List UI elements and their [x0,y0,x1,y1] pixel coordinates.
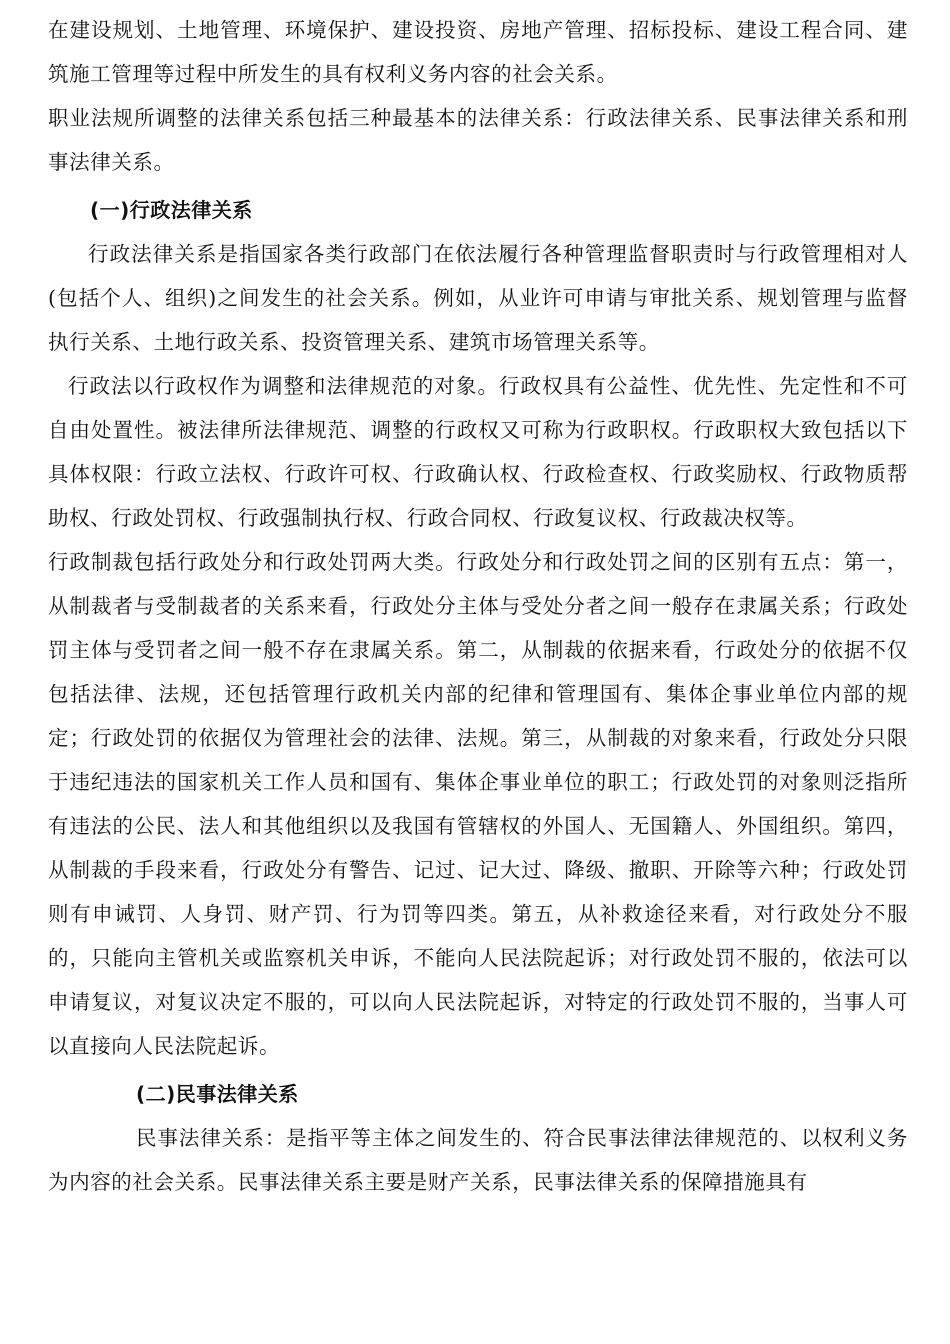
document-page [48,8,908,1204]
section-heading-administrative: (一)行政法律关系 [90,198,253,222]
section-heading-civil: (二)民事法律关系 [136,1082,299,1106]
body-paragraph: 在建设规划、土地管理、环境保护、建设投资、房地产管理、招标投标、建设工程合同、建筑施工管理等过程中所发生的具有权利义务内容的社会关系。 [48,18,908,86]
body-paragraph: 行政制裁包括行政处分和行政处罚两大类。行政处分和行政处罚之间的区别有五点：第一，从制裁者与受制裁者的关系来看，行政处分主体与受处分者之间一般存在隶属关系；行政处罚主体与受罚者之间一般不存在隶属关系。第二，从制裁的依据来看，行政处分的依据不仅包括法律、法规，还包括管理行政机关内部的纪律和管理国有、集体企事业单位内部的规定；行政处罚的依据仅为管理社会的法律、法规。第三，从制裁的对象来看，行政处分只限于违纪违法的国家机关工作人员和国有、集体企事业单位的职工；行政处罚的对象则泛指所有违法的公民、法人和其他组织以及我国有管辖权的外国人、无国籍人、外国组织。第四，从制裁的手段来看，行政处分有警告、记过、记大过、降级、撤职、开除等六种；行政处罚则有申诫罚、人身罚、财产罚、行为罚等四类。第五，从补救途径来看，对行政处分不服的，只能向主管机关或监察机关申诉，不能向人民法院起诉；对行政处罚不服的，依法可以申请复议，对复议决定不服的，可以向人民法院起诉，对特定的行政处罚不服的，当事人可以直接向人民法院起诉。 [48,550,908,1058]
body-paragraph: 职业法规所调整的法律关系包括三种最基本的法律关系：行政法律关系、民事法律关系和刑事法律关系。 [48,106,908,174]
body-paragraph: 行政法律关系是指国家各类行政部门在依法履行各种管理监督职责时与行政管理相对人(包括个人、组织)之间发生的社会关系。例如，从业许可申请与审批关系、规划管理与监督执行关系、土地行政关系、投资管理关系、建筑市场管理关系等。 [48,242,908,354]
body-paragraph: 民事法律关系：是指平等主体之间发生的、符合民事法律法律规范的、以权利义务为内容的社会关系。民事法律关系主要是财产关系，民事法律关系的保障措施具有 [48,1126,908,1194]
body-paragraph: 行政法以行政权作为调整和法律规范的对象。行政权具有公益性、优先性、先定性和不可自由处置性。被法律所法律规范、调整的行政权又可称为行政职权。行政职权大致包括以下具体权限：行政立法权、行政许可权、行政确认权、行政检查权、行政奖励权、行政物质帮助权、行政处罚权、行政强制执行权、行政合同权、行政复议权、行政裁决权等。 [48,374,908,530]
